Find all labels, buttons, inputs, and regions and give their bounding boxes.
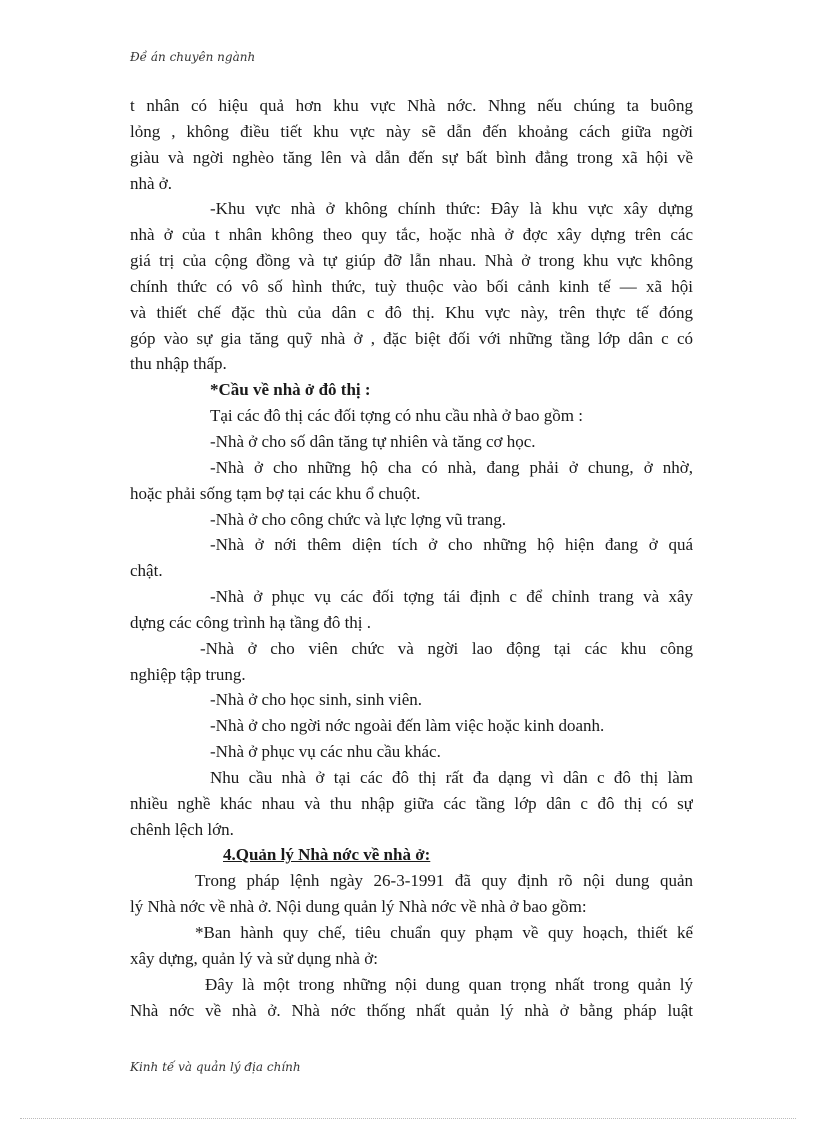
text-line: *Ban hành quy chế, tiêu chuẩn quy phạm về quy hoạch, thiết kế <box>195 923 693 942</box>
text-line: Nhà nớc về nhà ở. Nhà nớc thống nhất quản lý nhà ở bằng pháp luật <box>130 1000 693 1020</box>
page-header: Đề án chuyên ngành <box>130 50 256 64</box>
list-item: -Nhà ở cho công chức và lực lợng vũ trang. <box>210 509 507 529</box>
text-line: Tại các đô thị các đối tợng có nhu cầu nhà ở bao gồm : <box>210 406 583 426</box>
page-bottom-rule <box>20 1118 796 1119</box>
list-item: -Nhà ở cho những hộ cha có nhà, đang phải ở chung, ở nhờ, <box>210 457 693 477</box>
list-item: -Nhà ở cho học sinh, sinh viên. <box>210 690 423 710</box>
text-line: và thiết chế đặc thù của dân c đô thị. Khu vực này, trên thực tế đóng <box>130 302 693 322</box>
text-line: xây dựng, quản lý và sử dụng nhà ở: <box>130 948 378 968</box>
text-line: chật. <box>130 561 163 581</box>
text-line: giá trị của cộng đồng và tự giúp đỡ lẫn nhau. Nhà ở trong khu vực không <box>130 251 693 271</box>
text-line: góp vào sự gia tăng quỹ nhà ở , đặc biệt đối với những tầng lớp dân c có <box>130 328 693 348</box>
text-line: -Khu vực nhà ở không chính thức: Đây là khu vực xây dựng <box>210 199 693 219</box>
list-item: -Nhà ở cho ngời nớc ngoài đến làm việc hoặc kinh doanh. <box>210 716 605 736</box>
list-item: -Nhà ở cho viên chức và ngời lao động tại các khu công <box>200 638 693 658</box>
page-footer: Kinh tế và quản lý địa chính <box>130 1060 301 1074</box>
section-subheading: *Cầu về nhà ở đô thị : <box>210 380 371 400</box>
text-line: chênh lệch lớn. <box>130 819 234 839</box>
text-line: lỏng , không điều tiết khu vực này sẽ dẫn đến khoảng cách giữa ngời <box>130 121 693 141</box>
text-line: giàu và ngời nghèo tăng lên và dẫn đến sự bất bình đẳng trong xã hội về <box>130 147 693 167</box>
text-line: Đây là một trong những nội dung quan trọng nhất trong quản lý <box>205 974 693 994</box>
text-line: nhiều nghề khác nhau và thu nhập giữa các tầng lớp dân c đô thị có sự <box>130 793 693 813</box>
text-line: t nhân có hiệu quả hơn khu vực Nhà nớc. Nhng nếu chúng ta buông <box>130 96 693 115</box>
text-line: chính thức có vô số hình thức, tuỳ thuộc vào bối cảnh kinh tế — xã hội <box>130 276 693 296</box>
text-line: dựng các công trình hạ tầng đô thị . <box>130 612 372 632</box>
list-item: -Nhà ở phục vụ các đối tợng tái định c để chỉnh trang và xây <box>210 587 693 607</box>
text-line: nhà ở của t nhân không theo quy tắc, hoặc nhà ở đợc xây dựng trên các <box>130 225 693 245</box>
text-line: thu nhập thấp. <box>130 354 227 374</box>
text-line: Trong pháp lệnh ngày 26-3-1991 đã quy định rõ nội dung quản <box>195 871 693 891</box>
list-item: -Nhà ở phục vụ các nhu cầu khác. <box>210 742 441 762</box>
list-item: -Nhà ở cho số dân tăng tự nhiên và tăng cơ học. <box>210 431 536 451</box>
document-body <box>130 93 693 1023</box>
list-item: -Nhà ở nới thêm diện tích ở cho những hộ hiện đang ở quá <box>210 535 693 555</box>
section-heading: 4.Quản lý Nhà nớc về nhà ở: <box>223 845 431 865</box>
text-line: nghiệp tập trung. <box>130 664 246 684</box>
text-line: lý Nhà nớc về nhà ở. Nội dung quản lý Nhà nớc về nhà ở bao gồm: <box>130 897 587 917</box>
text-line: hoặc phải sống tạm bợ tại các khu ổ chuột. <box>130 483 421 503</box>
text-line: Nhu cầu nhà ở tại các đô thị rất đa dạng vì dân c đô thị làm <box>210 767 693 787</box>
text-line: nhà ở. <box>130 173 173 193</box>
